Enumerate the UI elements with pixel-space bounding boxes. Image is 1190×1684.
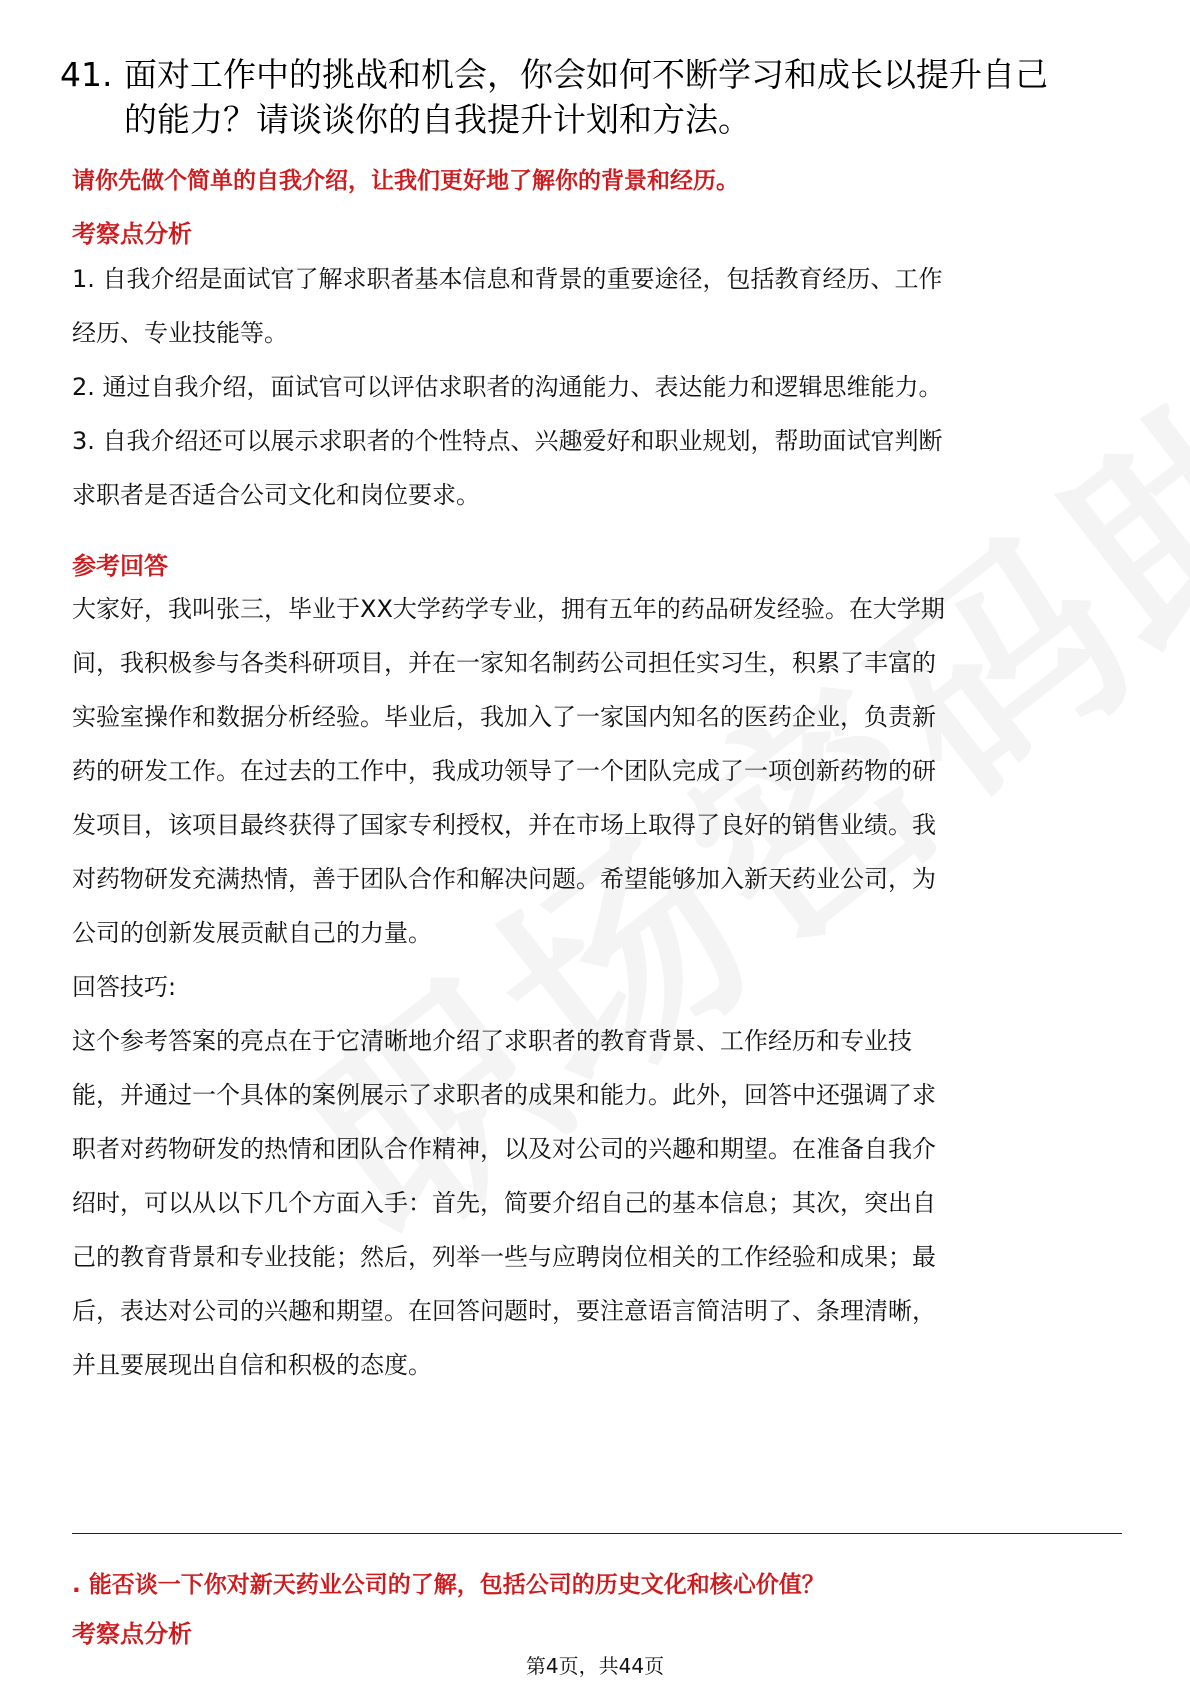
analysis-point-line: 3. 自我介绍还可以展示求职者的个性特点、兴趣爱好和职业规划，帮助面试官判断	[72, 427, 943, 455]
answer-line: 大家好，我叫张三，毕业于XX大学药学专业，拥有五年的药品研发经验。在大学期	[72, 595, 945, 623]
tips-heading	[72, 960, 1122, 1014]
interview-question-2: . 能否谈一下你对新天药业公司的了解，包括公司的历史文化和核心价值？	[72, 1572, 825, 1598]
answer-tips	[72, 1014, 1122, 1392]
tips-heading-text: 回答技巧:	[72, 973, 177, 1001]
tips-line: 职者对药物研发的热情和团队合作精神，以及对公司的兴趣和期望。在准备自我介	[72, 1135, 936, 1163]
tips-line: 己的教育背景和专业技能；然后，列举一些与应聘岗位相关的工作经验和成果；最	[72, 1243, 936, 1271]
answer-line: 对药物研发充满热情，善于团队合作和解决问题。希望能够加入新天药业公司，为	[72, 865, 936, 893]
question-line-2: 的能力？请谈谈你的自我提升计划和方法。	[124, 100, 751, 139]
analysis-point	[72, 360, 1122, 414]
analysis-point-line: 1. 自我介绍是面试官了解求职者基本信息和背景的重要途径，包括教育经历、工作	[72, 265, 943, 293]
analysis-point-line: 求职者是否适合公司文化和岗位要求。	[72, 481, 480, 509]
question-line-1: 面对工作中的挑战和机会，你会如何不断学习和成长以提升自己	[124, 55, 1048, 94]
page-footer: 第4页，共44页	[525, 1654, 665, 1678]
tips-line: 绍时，可以从以下几个方面入手：首先，简要介绍自己的基本信息；其次，突出自	[72, 1189, 936, 1217]
section-divider	[72, 1533, 1122, 1534]
interview-question: 请你先做个简单的自我介绍，让我们更好地了解你的背景和经历。	[72, 168, 739, 194]
tips-line: 能，并通过一个具体的案例展示了求职者的成果和能力。此外，回答中还强调了求	[72, 1081, 936, 1109]
answer-line: 公司的创新发展贡献自己的力量。	[72, 919, 432, 947]
tips-line: 这个参考答案的亮点在于它清晰地介绍了求职者的教育背景、工作经历和专业技	[72, 1027, 912, 1055]
reference-answer	[72, 582, 1122, 960]
analysis-point	[72, 252, 1122, 360]
analysis-heading: 考察点分析	[72, 220, 192, 248]
analysis-point-line: 2. 通过自我介绍，面试官可以评估求职者的沟通能力、表达能力和逻辑思维能力。	[72, 373, 943, 401]
question-title	[60, 52, 1140, 142]
answer-line: 实验室操作和数据分析经验。毕业后，我加入了一家国内知名的医药企业，负责新	[72, 703, 936, 731]
question-number: 41.	[60, 55, 113, 94]
answer-line: 间，我积极参与各类科研项目，并在一家知名制药公司担任实习生，积累了丰富的	[72, 649, 936, 677]
tips-line: 并且要展现出自信和积极的态度。	[72, 1351, 432, 1379]
analysis-point	[72, 414, 1122, 522]
tips-line: 后，表达对公司的兴趣和期望。在回答问题时，要注意语言简洁明了、条理清晰，	[72, 1297, 936, 1325]
answer-line: 药的研发工作。在过去的工作中，我成功领导了一个团队完成了一项创新药物的研	[72, 757, 936, 785]
analysis-heading-2: 考察点分析	[72, 1620, 192, 1648]
answer-line: 发项目，该项目最终获得了国家专利授权，并在市场上取得了良好的销售业绩。我	[72, 811, 936, 839]
answer-heading: 参考回答	[72, 552, 168, 580]
analysis-point-line: 经历、专业技能等。	[72, 319, 288, 347]
